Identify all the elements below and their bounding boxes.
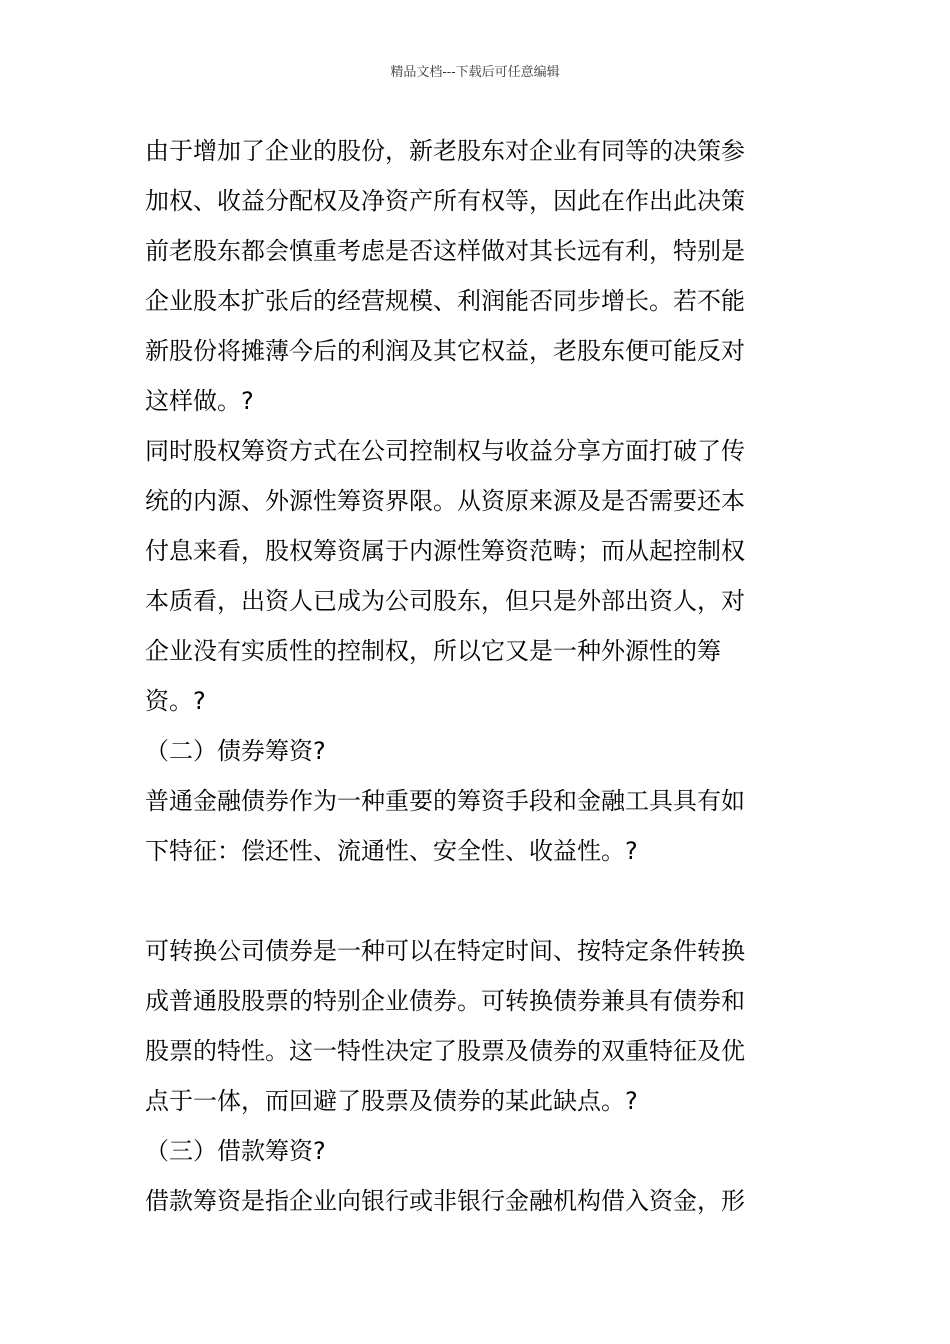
- text-line: 普通金融债券作为一种重要的筹资手段和金融工具具有如: [145, 787, 745, 815]
- document-body: [145, 126, 815, 1226]
- text-line: 企业没有实质性的控制权，所以它又是一种外源性的筹: [145, 637, 721, 665]
- text-line: 由于增加了企业的股份，新老股东对企业有同等的决策参: [145, 137, 745, 165]
- page-header: 精品文档---下载后可任意编辑: [390, 65, 560, 80]
- text-line: 加权、收益分配权及净资产所有权等，因此在作出此决策: [145, 187, 745, 215]
- text-line: 新股份将摊薄今后的利润及其它权益，老股东便可能反对: [145, 337, 745, 365]
- text-line: 同时股权筹资方式在公司控制权与收益分享方面打破了传: [145, 437, 745, 465]
- text-line: 这样做。?: [145, 387, 254, 415]
- text-line: 成普通股股票的特别企业债券。可转换债券兼具有债券和: [145, 987, 745, 1015]
- section-heading-bonds: （二）债券筹资?: [145, 737, 326, 765]
- text-line: 企业股本扩张后的经营规模、利润能否同步增长。若不能: [145, 287, 745, 315]
- text-line: 可转换公司债券是一种可以在特定时间、按特定条件转换: [145, 937, 745, 965]
- text-line: 前老股东都会慎重考虑是否这样做对其长远有利，特别是: [145, 237, 745, 265]
- text-line: 借款筹资是指企业向银行或非银行金融机构借入资金，形: [145, 1187, 745, 1215]
- section-heading-loans: （三）借款筹资?: [145, 1137, 326, 1165]
- text-line: 资。?: [145, 687, 206, 715]
- text-line: 付息来看，股权筹资属于内源性筹资范畴；而从起控制权: [145, 537, 745, 565]
- text-line: 本质看，出资人已成为公司股东，但只是外部出资人，对: [145, 587, 745, 615]
- text-line: 下特征：偿还性、流通性、安全性、收益性。?: [145, 837, 638, 865]
- text-line: 统的内源、外源性筹资界限。从资原来源及是否需要还本: [145, 487, 745, 515]
- text-line: 股票的特性。这一特性决定了股票及债券的双重特征及优: [145, 1037, 745, 1065]
- blank-line: [145, 876, 815, 926]
- text-line: 点于一体，而回避了股票及债券的某此缺点。?: [145, 1087, 638, 1115]
